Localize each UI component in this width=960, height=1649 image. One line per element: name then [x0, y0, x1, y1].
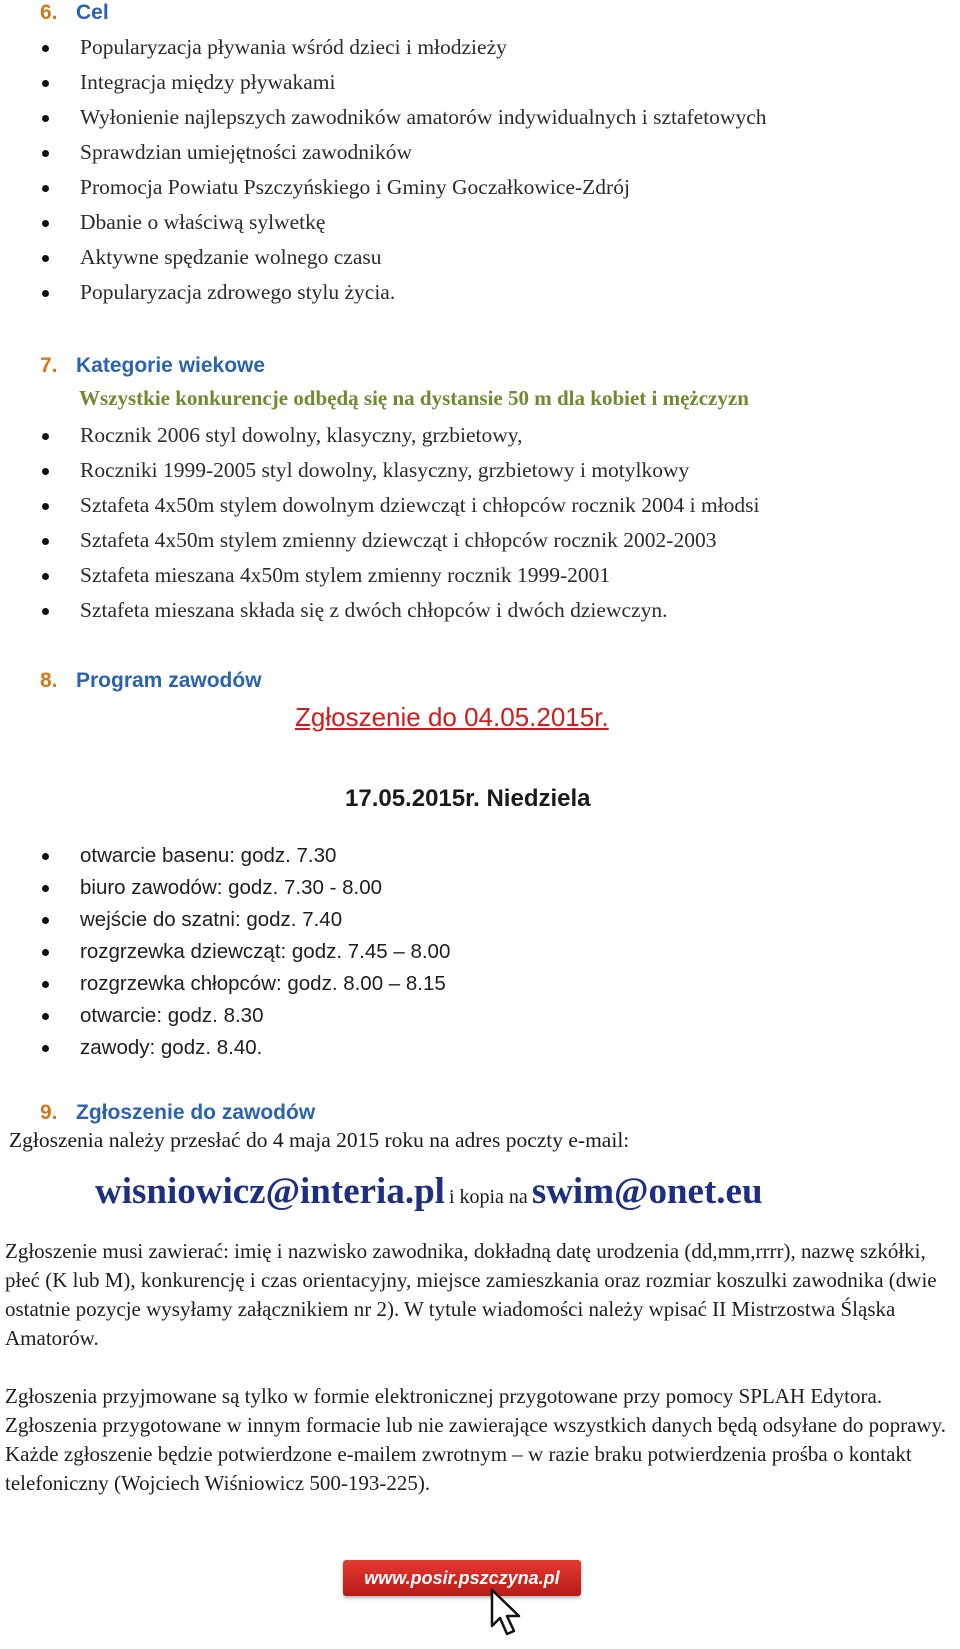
list-item: rozgrzewka dziewcząt: godz. 7.45 – 8.00	[42, 936, 450, 968]
email-primary-link[interactable]: wisniowicz@interia.pl	[95, 1171, 445, 1212]
categories-list	[42, 418, 760, 628]
submission-paragraph: Zgłoszenia przyjmowane są tylko w formie elektronicznej przygotowane przy pomocy SPLAH Edytora. Zgłoszenia przygotowane w innym formacie lub nie zawierające wszystkich danych będą odsyłane do poprawy. Każde zgłoszenie będzie potwierdzone e-mailem zwrotnym – w razie braku potwierdzenia prośba o kontakt telefoniczny (Wojciech Wiśniowicz 500-193-225).	[5, 1384, 946, 1495]
schedule-list	[42, 840, 450, 1064]
list-item: Wyłonienie najlepszych zawodników amatorów indywidualnych i sztafetowych	[42, 100, 767, 135]
registration-deadline: Zgłoszenie do 04.05.2015r.	[295, 702, 609, 732]
section-heading-categories	[40, 353, 265, 379]
list-item: Promocja Powiatu Pszczyńskiego i Gminy Goczałkowice-Zdrój	[42, 170, 767, 205]
list-item: Sztafeta mieszana 4x50m stylem zmienny rocznik 1999-2001	[42, 558, 760, 593]
section-heading-registration	[40, 1100, 315, 1126]
bullet-icon	[42, 255, 49, 262]
send-instructions: Zgłoszenia należy przesłać do 4 maja 2015 roku na adres poczty e-mail:	[9, 1128, 630, 1152]
distance-note: Wszystkie konkurencje odbędą się na dystansie 50 m dla kobiet i mężczyzn	[79, 386, 749, 410]
bullet-icon	[42, 917, 49, 924]
section-title: Kategorie wiekowe	[76, 354, 266, 377]
list-item: wejście do szatni: godz. 7.40	[42, 904, 450, 936]
bullet-icon	[42, 885, 49, 892]
list-item: Popularyzacja zdrowego stylu życia.	[42, 275, 767, 310]
email-line	[95, 1170, 763, 1213]
list-item: biuro zawodów: godz. 7.30 - 8.00	[42, 872, 450, 904]
email-copy-link[interactable]: swim@onet.eu	[531, 1171, 763, 1212]
list-item: Sprawdzian umiejętności zawodników	[42, 135, 767, 170]
list-item: Integracja między pływakami	[42, 65, 767, 100]
bullet-icon	[42, 115, 49, 122]
section-number: 6.	[40, 1, 58, 24]
bullet-icon	[42, 185, 49, 192]
section-title: Cel	[76, 1, 109, 24]
bullet-icon	[42, 573, 49, 580]
goal-list	[42, 30, 767, 310]
list-item: Rocznik 2006 styl dowolny, klasyczny, grzbietowy,	[42, 418, 760, 453]
section-title: Program zawodów	[76, 669, 262, 692]
bullet-icon	[42, 503, 49, 510]
bullet-icon	[42, 468, 49, 475]
list-item: otwarcie: godz. 8.30	[42, 1000, 450, 1032]
bullet-icon	[42, 981, 49, 988]
list-item: Roczniki 1999-2005 styl dowolny, klasyczny, grzbietowy i motylkowy	[42, 453, 760, 488]
section-title: Zgłoszenie do zawodów	[76, 1101, 316, 1124]
bullet-icon	[42, 1013, 49, 1020]
requirements-paragraph: Zgłoszenie musi zawierać: imię i nazwisko zawodnika, dokładną datę urodzenia (dd,mm,rrrr), nazwę szkółki, płeć (K lub M), konkurencję i czas orientacyjny, miejsce zamieszkania oraz rozmiar koszulki zawodnika (dwie ostatnie pozycje wysyłamy załącznikiem nr 2). W tytule wiadomości należy wpisać II Mistrzostwa Śląska Amatorów.	[5, 1239, 937, 1350]
list-item: Popularyzacja pływania wśród dzieci i młodzieży	[42, 30, 767, 65]
bullet-icon	[42, 290, 49, 297]
bullet-icon	[42, 150, 49, 157]
list-item: zawody: godz. 8.40.	[42, 1032, 450, 1064]
list-item: Sztafeta 4x50m stylem dowolnym dziewcząt i chłopców rocznik 2004 i młodsi	[42, 488, 760, 523]
cursor-arrow-icon	[489, 1588, 525, 1638]
section-number: 9.	[40, 1101, 58, 1124]
bullet-icon	[42, 949, 49, 956]
list-item: Sztafeta 4x50m stylem zmienny dziewcząt i chłopców rocznik 2002-2003	[42, 523, 760, 558]
bullet-icon	[42, 45, 49, 52]
section-heading-goal	[40, 0, 109, 26]
list-item: otwarcie basenu: godz. 7.30	[42, 840, 450, 872]
bullet-icon	[42, 220, 49, 227]
list-item: Sztafeta mieszana składa się z dwóch chłopców i dwóch dziewczyn.	[42, 593, 760, 628]
list-item: Dbanie o właściwą sylwetkę	[42, 205, 767, 240]
list-item: rozgrzewka chłopców: godz. 8.00 – 8.15	[42, 968, 450, 1000]
bullet-icon	[42, 433, 49, 440]
section-heading-program	[40, 668, 262, 694]
section-number: 7.	[40, 354, 58, 377]
bullet-icon	[42, 608, 49, 615]
race-date: 17.05.2015r. Niedziela	[345, 785, 591, 812]
section-number: 8.	[40, 669, 58, 692]
list-item: Aktywne spędzanie wolnego czasu	[42, 240, 767, 275]
bullet-icon	[42, 1045, 49, 1052]
email-joiner: i kopia na	[448, 1186, 528, 1208]
bullet-icon	[42, 80, 49, 87]
posir-logo-link[interactable]: www.posir.pszczyna.pl	[343, 1560, 581, 1596]
bullet-icon	[42, 538, 49, 545]
bullet-icon	[42, 853, 49, 860]
